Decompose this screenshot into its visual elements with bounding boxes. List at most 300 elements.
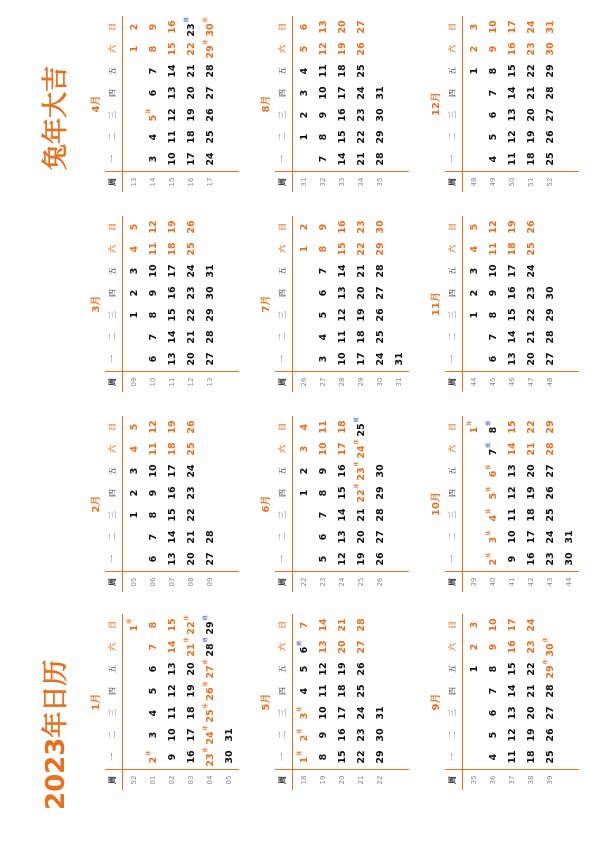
day-cell [524,724,539,746]
day-number: 23 [545,552,556,566]
day-number: 11 [318,64,329,78]
day-cell [316,304,331,326]
day-cell [184,38,199,60]
day-cell [146,658,161,680]
day-number: 1 [299,133,310,141]
day-number: 17 [356,352,367,366]
weekday-label: 五 [278,665,287,673]
day-number: 2 [299,111,310,119]
day-number: 27 [205,86,216,100]
day-number: 26 [205,108,216,122]
day-cell [316,104,331,126]
day-cell [297,614,312,636]
day-number: 9 [148,289,159,297]
day-number: 30 [564,552,575,566]
day-number: 16 [337,220,348,234]
day-cell [297,680,312,702]
weekday-label: 日 [278,23,287,31]
day-number: 24 [205,731,216,745]
day-number: 22 [356,130,367,144]
day-number: 23 [526,286,537,300]
week-number: 43 [546,577,554,587]
day-cell [165,658,180,680]
day-cell [543,304,558,326]
day-cell [165,38,180,60]
weekday-label: 四 [278,489,287,497]
weekday-label: 三 [448,709,457,717]
day-number: 18 [526,750,537,764]
day-cell [467,238,482,260]
day-number: 21 [356,508,367,522]
rest-mark: 休 [203,747,209,753]
day-cell [467,416,482,438]
day-number: 2 [299,467,310,475]
day-cell [524,326,539,348]
day-cell [354,282,369,304]
rest-mark: 休 [467,420,473,426]
rest-mark: 休 [146,750,152,756]
day-cell [543,326,558,348]
week-number: 04 [206,775,214,785]
weekday-label: 日 [108,621,117,629]
day-number: 6 [318,289,329,297]
day-cell [373,526,388,548]
day-cell [354,460,369,482]
day-cell [316,548,331,570]
day-number: 3 [129,267,140,275]
day-cell [486,126,501,148]
day-cell [543,504,558,526]
weekday-label: 一 [278,355,287,363]
day-number: 1 [469,67,480,75]
day-number: 6 [148,555,159,563]
day-cell [524,482,539,504]
day-number: 15 [167,508,178,522]
day-number: 19 [526,130,537,144]
day-cell [524,126,539,148]
day-cell [505,526,520,548]
day-cell [184,526,199,548]
weekday-label: 四 [278,89,287,97]
day-number: 5 [299,45,310,53]
month-name: 6月 [261,495,272,513]
day-number: 10 [318,442,329,456]
day-cell [373,746,388,768]
day-cell [297,460,312,482]
day-cell [184,304,199,326]
month-name: 8月 [261,95,272,113]
day-cell [335,304,350,326]
day-number: 1 [469,311,480,319]
week-number: 22 [300,577,308,587]
weekday-label: 一 [448,555,457,563]
day-cell [146,416,161,438]
day-number: 7 [148,533,159,541]
day-cell [486,658,501,680]
day-number: 4 [299,423,310,431]
week-number: 23 [319,577,327,587]
day-cell [127,614,142,636]
day-number: 5 [469,223,480,231]
day-number: 30 [375,728,386,742]
day-number: 7 [488,448,499,456]
day-number: 22 [526,64,537,78]
day-cell [543,438,558,460]
week-column-header: 周 [108,578,117,586]
day-cell [486,82,501,104]
day-cell [316,260,331,282]
weekday-label: 六 [108,643,117,651]
day-cell [335,438,350,460]
day-number: 13 [167,352,178,366]
day-number: 5 [318,555,329,563]
week-number: 44 [470,377,478,387]
day-number: 22 [526,308,537,322]
day-cell [146,614,161,636]
day-number: 19 [526,486,537,500]
day-cell [543,724,558,746]
day-number: 23 [356,220,367,234]
rest-mark: 休 [486,486,492,492]
day-cell [203,614,218,636]
day-number: 1 [469,665,480,673]
day-number: 26 [526,220,537,234]
header-divider [292,216,293,392]
day-number: 30 [545,286,556,300]
day-cell [316,636,331,658]
weekday-label: 三 [278,511,287,519]
day-cell [486,526,501,548]
day-number: 17 [507,20,518,34]
day-cell [354,238,369,260]
day-cell [505,82,520,104]
day-number: 24 [356,86,367,100]
weekday-label: 六 [278,643,287,651]
day-cell [354,702,369,724]
day-number: 6 [488,709,499,717]
day-cell [146,126,161,148]
day-cell [354,304,369,326]
header-divider [292,16,293,192]
week-number: 47 [527,377,535,387]
day-cell [467,658,482,680]
month-name: 3月 [91,295,102,313]
day-number: 25 [375,330,386,344]
day-number: 7 [318,267,329,275]
day-number: 21 [526,86,537,100]
day-number: 7 [148,67,159,75]
day-cell [524,548,539,570]
day-cell [316,724,331,746]
day-number: 16 [507,640,518,654]
day-number: 27 [545,464,556,478]
day-cell [543,60,558,82]
day-number: 17 [507,618,518,632]
week-number: 19 [319,775,327,785]
day-cell [335,482,350,504]
rest-mark: 休 [486,508,492,514]
day-number: 20 [526,464,537,478]
day-number: 10 [488,264,499,278]
day-number: 13 [337,286,348,300]
day-cell [203,82,218,104]
day-cell [524,702,539,724]
day-number: 29 [205,621,216,635]
weekday-label: 日 [448,223,457,231]
day-cell [184,504,199,526]
day-number: 15 [507,662,518,676]
day-number: 27 [375,286,386,300]
day-number: 19 [337,42,348,56]
day-number: 26 [186,420,197,434]
day-cell [316,16,331,38]
day-cell [335,60,350,82]
day-number: 22 [186,621,197,635]
day-number: 29 [375,130,386,144]
day-cell [222,724,237,746]
day-number: 20 [526,352,537,366]
day-number: 10 [507,530,518,544]
week-number: 02 [168,775,176,785]
week-number: 13 [206,377,214,387]
day-cell [373,548,388,570]
day-number: 17 [337,442,348,456]
day-number: 13 [507,108,518,122]
rest-mark: 休 [297,706,303,712]
day-cell [297,746,312,768]
week-number: 07 [168,577,176,587]
day-number: 31 [394,352,405,366]
day-number: 21 [186,64,197,78]
day-cell [203,658,218,680]
day-number: 14 [167,330,178,344]
day-cell [335,460,350,482]
week-number: 25 [357,577,365,587]
day-cell [184,702,199,724]
day-cell [316,702,331,724]
rest-mark: 休 [297,750,303,756]
day-cell [146,702,161,724]
day-number: 15 [507,64,518,78]
day-cell [203,326,218,348]
day-number: 20 [526,706,537,720]
week-number: 50 [508,177,516,187]
day-number: 26 [356,42,367,56]
day-cell [505,746,520,768]
day-number: 19 [526,728,537,742]
day-cell [146,326,161,348]
day-cell [146,504,161,526]
day-number: 29 [375,486,386,500]
week-column-header: 周 [448,776,457,784]
month-name: 2月 [91,495,102,513]
rest-mark: 休 [203,17,209,23]
day-number: 31 [375,706,386,720]
day-number: 5 [129,423,140,431]
day-cell [486,724,501,746]
weekday-label: 一 [108,355,117,363]
day-cell [486,216,501,238]
day-number: 23 [205,753,216,767]
day-number: 29 [545,665,556,679]
day-number: 26 [375,308,386,322]
day-cell [505,304,520,326]
day-number: 18 [526,508,537,522]
day-number: 27 [205,552,216,566]
week-number: 42 [527,577,535,587]
day-cell [165,16,180,38]
day-cell [354,216,369,238]
day-number: 27 [545,108,556,122]
weekday-label: 一 [278,753,287,761]
weekday-label: 四 [448,489,457,497]
week-number: 51 [527,177,535,187]
week-number: 35 [376,177,384,187]
week-number: 10 [149,377,157,387]
day-cell [297,482,312,504]
day-number: 16 [167,286,178,300]
header-divider [292,614,293,790]
day-number: 26 [205,687,216,701]
day-cell [127,216,142,238]
day-cell [543,126,558,148]
day-number: 14 [337,152,348,166]
day-cell [486,614,501,636]
day-number: 9 [488,289,499,297]
day-number: 9 [318,111,329,119]
weekday-label: 二 [278,333,287,341]
day-number: 20 [186,86,197,100]
day-number: 12 [318,662,329,676]
rest-mark: 休 [543,637,549,643]
day-number: 27 [356,20,367,34]
day-number: 5 [488,492,499,500]
day-cell [486,438,501,460]
day-number: 10 [318,86,329,100]
weekday-label: 二 [278,533,287,541]
day-number: 1 [129,624,140,632]
day-number: 8 [318,245,329,253]
day-cell [373,282,388,304]
weekday-label: 二 [448,333,457,341]
day-cell [505,16,520,38]
rest-mark: 休 [354,461,360,467]
weekday-label: 二 [278,133,287,141]
day-cell [184,746,199,768]
day-number: 15 [337,750,348,764]
day-cell [165,482,180,504]
day-number: 17 [167,464,178,478]
day-cell [297,16,312,38]
day-number: 11 [167,706,178,720]
day-cell [165,104,180,126]
weekday-label: 日 [108,223,117,231]
day-number: 11 [337,330,348,344]
day-cell [354,680,369,702]
day-number: 24 [375,352,386,366]
weekday-label: 三 [278,311,287,319]
day-cell [184,658,199,680]
day-cell [203,126,218,148]
day-cell [373,702,388,724]
week-number: 39 [546,775,554,785]
day-number: 25 [356,423,367,437]
day-cell [146,304,161,326]
day-number: 11 [488,242,499,256]
week-number: 48 [546,377,554,387]
day-number: 27 [356,640,367,654]
day-number: 24 [356,445,367,459]
day-number: 1 [299,489,310,497]
day-cell [127,38,142,60]
day-cell [524,348,539,370]
day-number: 23 [186,286,197,300]
week-number: 38 [527,775,535,785]
day-number: 25 [545,508,556,522]
week-number: 20 [338,775,346,785]
day-cell [146,148,161,170]
header-divider [122,614,123,790]
day-cell [354,260,369,282]
day-cell [165,526,180,548]
day-number: 30 [375,464,386,478]
weekday-label: 五 [108,665,117,673]
day-number: 13 [167,552,178,566]
day-cell [184,104,199,126]
day-cell [486,482,501,504]
day-cell [505,282,520,304]
day-cell [505,104,520,126]
day-number: 10 [318,706,329,720]
day-number: 28 [356,618,367,632]
day-cell [146,460,161,482]
weekday-label: 五 [108,267,117,275]
day-cell [373,238,388,260]
day-number: 25 [545,152,556,166]
day-number: 24 [205,152,216,166]
day-number: 15 [337,486,348,500]
day-number: 5 [488,133,499,141]
day-number: 23 [526,42,537,56]
month-name: 12月 [431,92,442,116]
day-number: 28 [375,508,386,522]
day-number: 4 [299,67,310,75]
day-number: 8 [488,67,499,75]
day-number: 2 [469,289,480,297]
day-number: 4 [129,245,140,253]
day-number: 26 [186,220,197,234]
day-cell [203,548,218,570]
day-number: 7 [299,621,310,629]
rest-mark: 休 [203,39,209,45]
day-cell [524,148,539,170]
rest-mark: 休 [297,728,303,734]
weekday-label: 二 [108,133,117,141]
day-cell [165,126,180,148]
week-column-header: 周 [278,178,287,186]
day-cell [335,216,350,238]
day-cell [316,482,331,504]
day-cell [486,282,501,304]
day-cell [335,636,350,658]
day-cell [316,238,331,260]
week-number: 49 [489,177,497,187]
day-cell [146,82,161,104]
header-divider [462,416,463,592]
day-cell [543,680,558,702]
day-number: 27 [205,665,216,679]
header-divider [292,416,293,592]
